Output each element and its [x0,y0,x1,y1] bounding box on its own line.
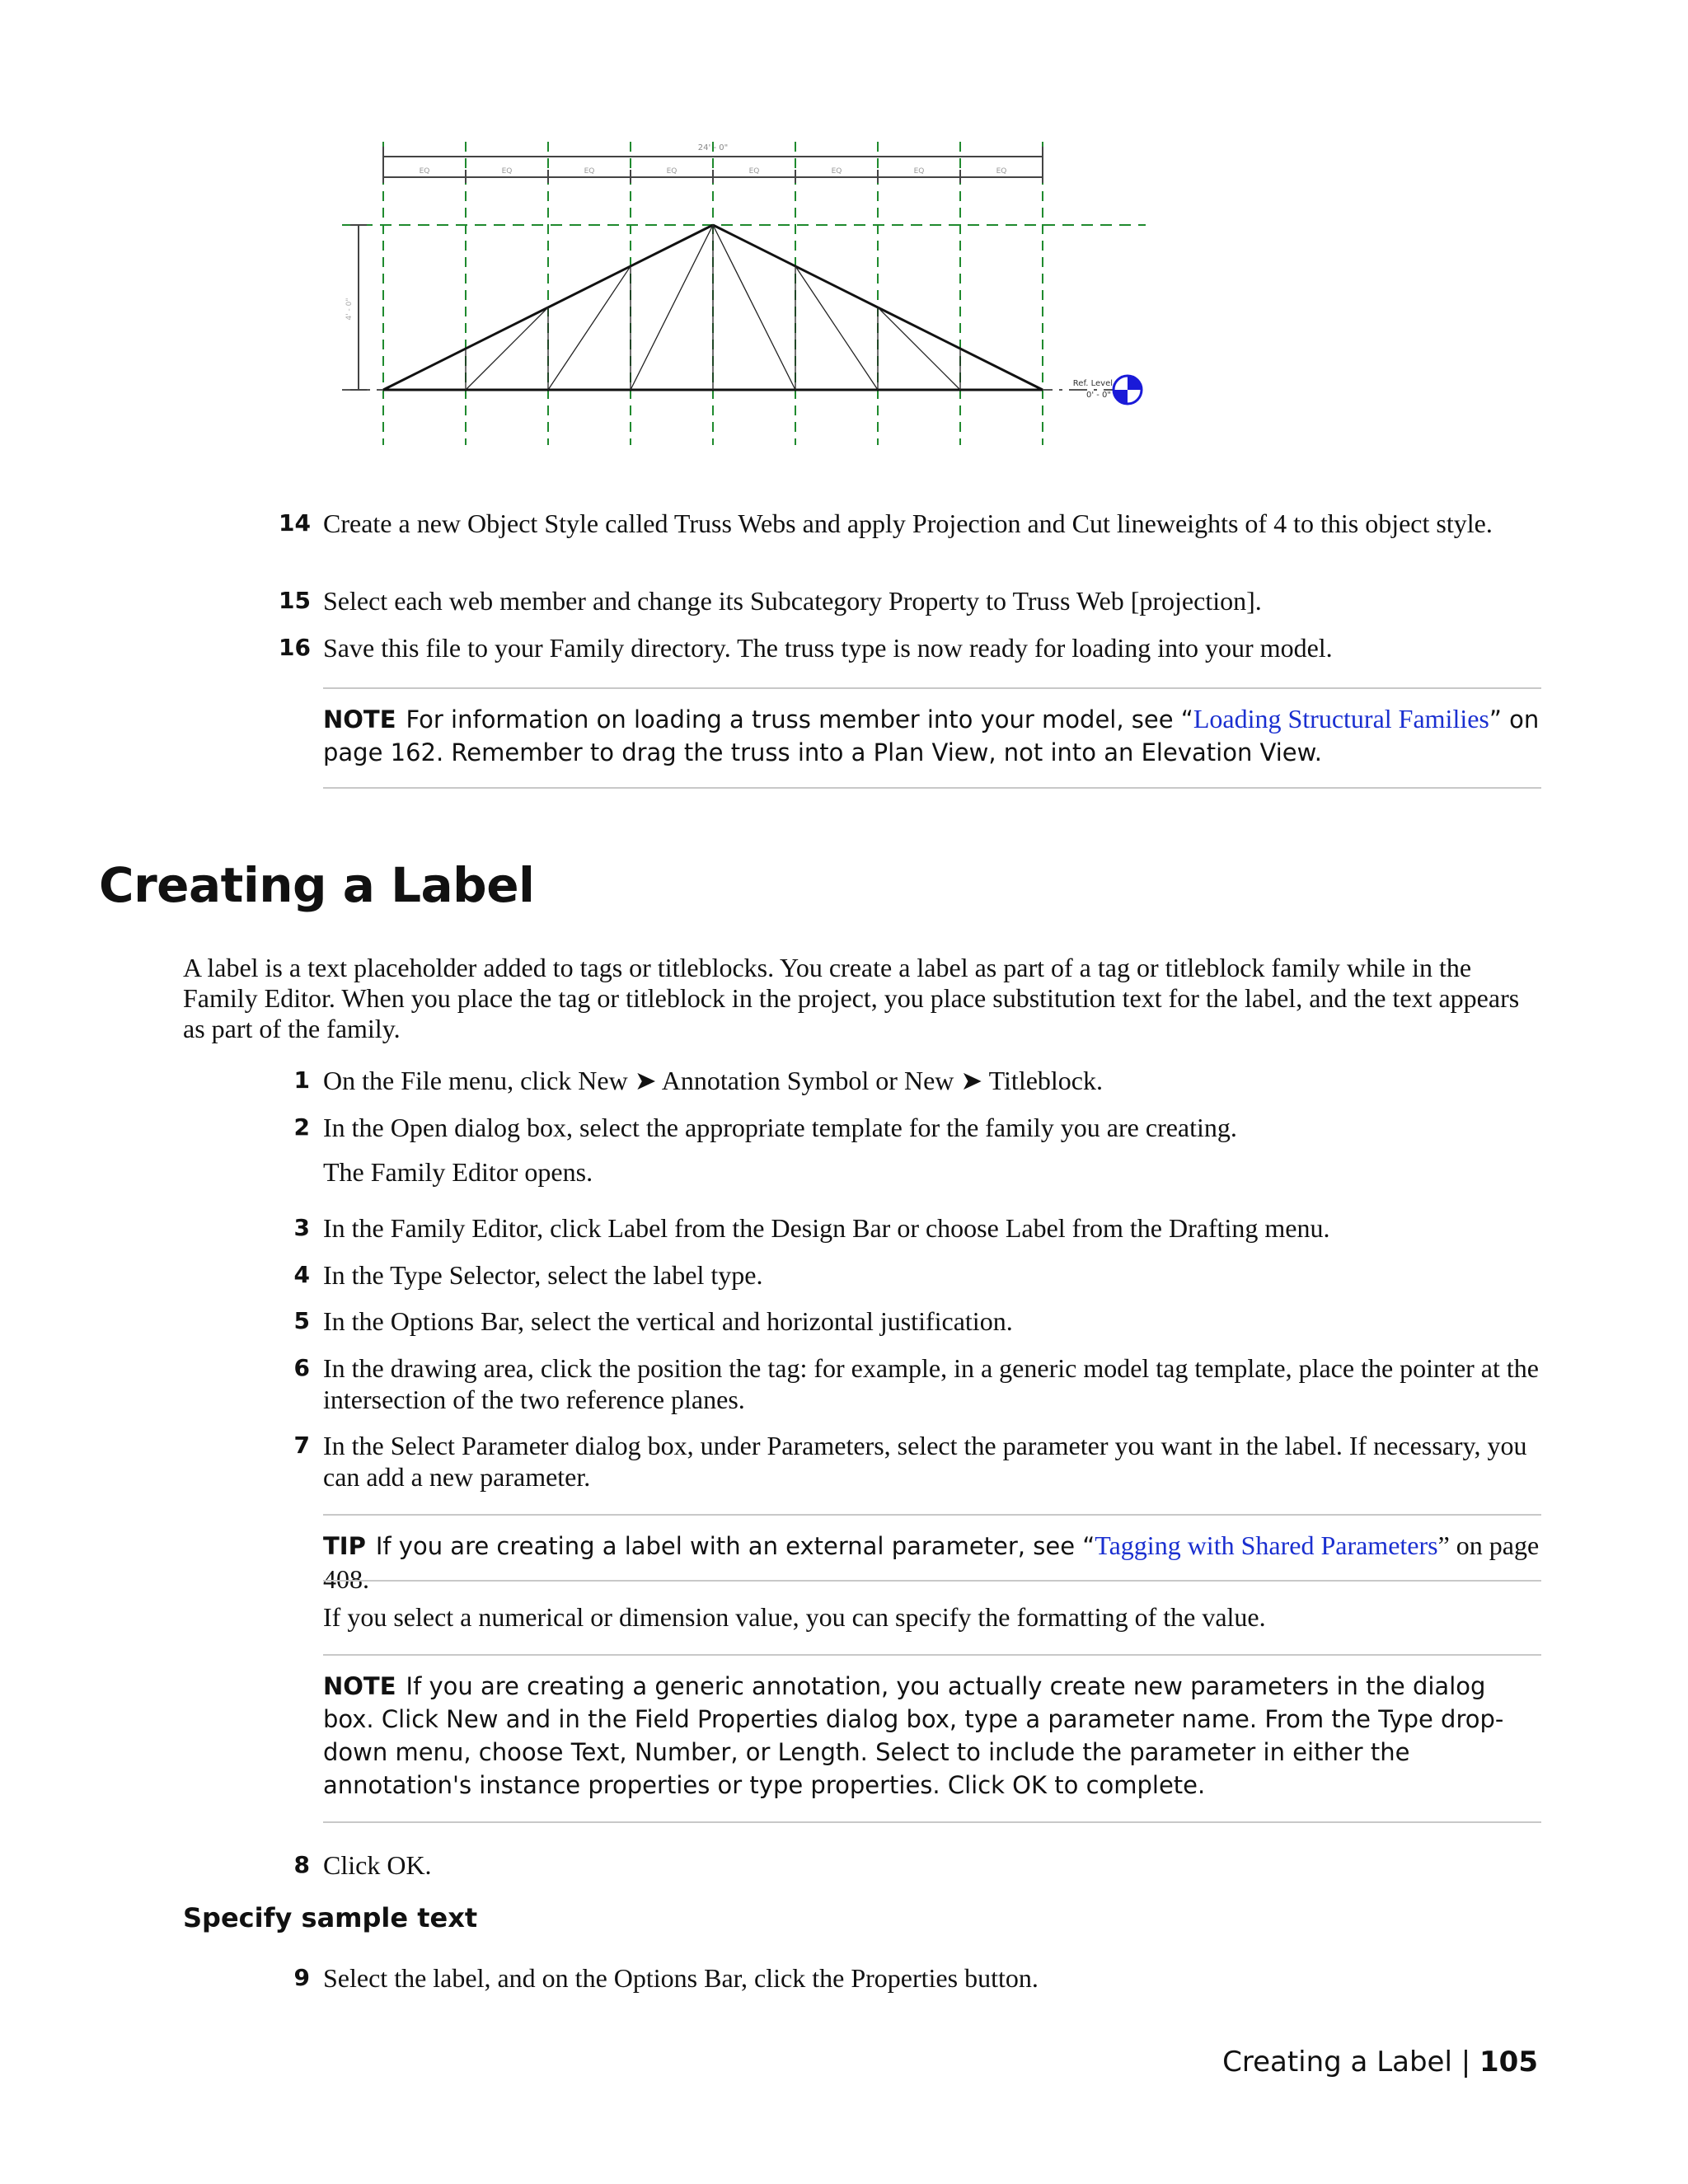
step-number: 15 [279,587,311,614]
step-text: In the Family Editor, click Label from the Design Bar or choose Label from the Drafting menu. [323,1213,1330,1243]
divider [323,1580,1541,1582]
eq-label: EQ [913,167,925,176]
step-number: 6 [293,1354,310,1381]
formatting-note: If you select a numerical or dimension value, you can specify the formatting of the value. [323,1602,1266,1632]
step-text: In the Options Bar, select the vertical and horizontal justification. [323,1306,1013,1336]
step-text: Create a new Object Style called Truss Webs and apply Projection and Cut lineweights of 4 to this object style. [323,509,1493,538]
eq-label: EQ [419,167,430,176]
divider [323,1514,1541,1516]
level-head-icon[interactable] [1114,376,1142,404]
tip-shared-parameters [323,1529,1541,1596]
eq-label: EQ [666,167,678,176]
step-number: 2 [293,1113,310,1141]
tip-label: TIP [323,1532,366,1560]
level-elevation: 0' - 0" [1085,391,1111,400]
divider [323,1821,1541,1823]
step-number: 16 [279,634,311,661]
tagging-shared-parameters-link[interactable]: Tagging with Shared Parameters [1095,1530,1438,1560]
note-text: For information on loading a truss member into your model, see “ [406,705,1193,733]
step-number: 4 [293,1261,310,1288]
step-text: In the drawing area, click the position the tag: for example, in a generic model tag template, place the pointer at the intersection of the two reference planes. [323,1353,1539,1414]
section-title: Creating a Label [99,857,535,913]
step-text: In the Type Selector, select the label type. [323,1260,763,1290]
tip-text-after: ” on page 408. [323,1530,1540,1594]
note-text: If you are creating a generic annotation, you actually create new parameters in the dialog box. Click New and in the Field Properties dialog box, type a parameter name. From the Type drop-down menu, choose Text, Number, or Length. Select to include the parameter in either the annotation's instance properties or type properties. Click OK to complete. [323,1672,1504,1799]
step-number: 5 [293,1307,310,1334]
page-footer [1222,2046,1538,2079]
note-generic-annotation [323,1670,1541,1802]
step-number: 1 [293,1066,310,1094]
step-text: Select the label, and on the Options Bar, click the Properties button. [323,1963,1039,1993]
page-number: 105 [1479,2046,1538,2079]
height-dimension-label: 4' - 0" [345,298,354,321]
subheading-specify-sample-text: Specify sample text [183,1902,478,1933]
truss-elevation-figure [330,132,1203,462]
divider [323,687,1541,689]
step-text: On the File menu, click New ➤ Annotation Symbol or New ➤ Titleblock. [323,1066,1103,1095]
step-number: 9 [293,1964,310,1991]
eq-label: EQ [831,167,842,176]
note-text-after: ” on page 162. Remember to drag the truss into a Plan View, not into an Elevation View. [323,705,1540,766]
truss-webs [466,225,960,390]
level-name: Ref. Level [1072,379,1113,388]
step-number: 3 [293,1214,310,1241]
divider [323,787,1541,789]
note-label: NOTE [323,1672,396,1700]
eq-label: EQ [748,167,760,176]
footer-separator: | [1461,2046,1471,2079]
top-dimension-label: 24' - 0" [697,143,729,152]
step-text: In the Open dialog box, select the appropriate template for the family you are creating. [323,1113,1237,1142]
footer-title: Creating a Label [1222,2046,1452,2079]
eq-label: EQ [584,167,595,176]
step-number: 14 [279,509,311,537]
step-number: 8 [293,1851,310,1878]
step-number: 7 [293,1432,310,1459]
intro-paragraph: A label is a text placeholder added to tags or titleblocks. You create a label as part of a tag or titleblock family while in the Family Editor. When you place the tag or titleblock in the project, you place substitution text for the label, and the text appears as part of the family. [183,953,1520,1043]
eq-label: EQ [501,167,513,176]
step-text: In the Select Parameter dialog box, under Parameters, select the parameter you want in the label. If necessary, you can add a new parameter. [323,1431,1527,1492]
note-label: NOTE [323,705,396,733]
step-text: Click OK. [323,1850,432,1880]
divider [323,1654,1541,1656]
step-text: Select each web member and change its Subcategory Property to Truss Web [projection]. [323,586,1262,616]
step-text: Save this file to your Family directory. The truss type is now ready for loading into your model. [323,633,1333,663]
note-loading-families [323,702,1541,769]
loading-structural-families-link[interactable]: Loading Structural Families [1193,704,1489,733]
step-result-text: The Family Editor opens. [323,1157,593,1187]
eq-label: EQ [996,167,1007,176]
tip-text: If you are creating a label with an external parameter, see “ [375,1532,1095,1560]
